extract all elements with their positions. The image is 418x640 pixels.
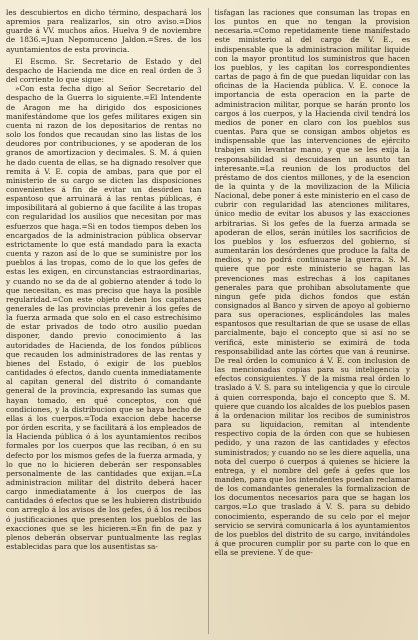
paragraph: tisfagan las raciones que consuman las tropas en los puntos en que no tengan la provision necesaria.=Como repetidamente tiene manifestado este ministerio al del cargo de V. E., es indispensable que la administracion militar liquide con la mayor prontitud los suministros que hacen los pueblos, y les capitan los correspondientes cartas de pago á fin de que puedan liquidar con las oficinas de la Hacienda pública. V. E. conoce la importancia de esta operacion en la parte de administracion militar, porque se harán pronto los cargos á los cuerpos, y la Hacienda civil tendrá los medios de poner en claro con los pueblos sus cuentas. Para que se consigan ambos objetos es indispensable que las intervenciones de ejército trabajen sin levantar mano, y que se les exija la responsabilidad si descuidasen un asunto tan interesante.=La reunion de los productos del préstamo de dos cientos millones, y de la esencion de la quinta y de la movilizacion de la Milicia Nacional, debe poner á este ministerio en el caso de cubrir con regularidad las atenciones militares, único medio de evitar los abusos y las exacciones arbitrarias. Si los gefes de la fuerza armada se apoderan de ellos, serán inútiles los sacrificios de los pueblos y los esfuerzos del gobierno, sí aumentarán los desórdenes que produce la falta de medios, y no podrá continuarse la guerra. S. M. quiere que por este ministerio se hagan las prevenciones mas estrechas á los capitanes generales para que prohiban absolutamente que ningun gefe pida dichos fondos que están consignados al Banco y sirven de apoyo al gobierno para sus operaciones, esplicándoles las males espantosos que resultarian de que se usase de ellas parcialmente, bajo el concepto que si así no se verificá, este ministerio se eximirá de toda responsabilidad ante las córtes que van á reunirse. De real órden lo comunico á V. E. con inclusion de las mencionadas copias para su inteligencia y efectos consiguientes. Y de la misma real órden lo traslado á V. S. para su inteligencia y que lo circule á quien corresponda, bajo el concepto que S. M. quiere que cuando los alcaldes de los pueblos pasen á la ordenacion militar los recibos de suministros para su liquidacion, remitan al intendente respectivo copia de la órden con que se hubiesen pedido, y una razon de las cantidades y efectos suministrados; y cuando no se les diere aquella, una nota del cuerpo ó cuerpos á quienes se hiciere la entrega, y el nombre del gefe á gefes que los manden, para que los intendentes puedan reclamar de los comandantes generales la formalizacion de los documentos necesarios para que se hagan los cargos.=Lo que traslado á V. S. para su debido conocimiento, esperando de su celo por el mejor servicio se servirá comunicarla á los ayuntamientos de los pueblos del distrito de su cargo, invitándoles á que procuren cumplir por su parte con lo que en ella se previene. Y de que- bbox=[214, 8, 410, 558]
text-columns bbox=[6, 8, 410, 634]
left-column bbox=[6, 8, 202, 634]
column-divider bbox=[208, 8, 209, 634]
paragraph: El Escmo. Sr. Secretario de Estado y del despacho de Hacienda me dice en real órden de 3 del corriente lo que sigue: bbox=[6, 56, 202, 85]
right-column bbox=[215, 8, 411, 634]
paragraph: les descubiertos en dicho término, despachará los apremios para realizarlos, sin otro aviso.=Dios guarde á VV. muchos años. Huelva 9 de noviembre de 1836.=Juan Nepomuceno Jaldon.=Sres. de los ayuntamientos de esta provincia. bbox=[6, 8, 202, 54]
paragraph: »Con esta fecha digo al Señor Secretario del despacho de la Guerra lo siguiente.=El Intendente de Aragon me ha dirigido dos esposiciones manifestándome que los gefes militares exigen sin cuenta ni razon de los depositarios de rentas no solo los fondos que recaudan sino las listas de los deudores por contribuciones, y se apoderan de los granos de amortizacion y decimales. S. M. á quien he dado cuenta de ellas, se ha dignado resolver que remita á V. E. copia de ambas, para que por el ministerio de su cargo se dicten las disposiciones convenientes á fin de evitar un desórden tan espantoso que arruinará á las rentas públicas, é imposibilitará al gobierno á que facilite á las tropas con regularidad los ausilios que necesitan por mas esfuerzos que haga.=Si en todos tiempos deben los encargados de la administracion pública observar estrictamente lo que está mandado para la exacta cuenta y razon así de lo que se suministre por los pueblos á las tropas, como de lo que los gefes de estas les exigen, en circunstancias estraordinarias, y cuando no se da de al gobierno atender á todo lo que necesitan, es mas preciso que haya la posible regularidad.=Con este objeto deben los capitanes generales de las provincias prevenir á los gefes de la fuerza armada que solo en el caso estrechísimo de estar privados de todo otro ausilio puedan disponer, dando previo conocimiento á las autoridades de Hacienda, de los fondos públicos que recauden los administradores de las rentas y bienes del Estado, ó exigir de los pueblos cantidades ó efectos, dando cuenta inmediatamente al capitan general del distrito ó comandante general de la provincia, expresando las sumas que hayan tomado, en qué conceptos, con qué condiciones, y la distribucion que se haya hecho de ellas á los cuerpos.=Toda exaccion debe hacerse por órden escrita, y se facilitará á los empleados de la Hacienda pública ó á los ayuntamientos recibos formales por los cuerpos que las reciban, ó en su defecto por los mismos gefes de la fuerza armada, y lo que no lo hicieren deberán ser responsables personalmente de las cantidades que exijan.=La administracion militar del distrito deberá hacer cargo inmediatamente á los cuerpos de las cantidades ó efectos que se les hubieren distribuido con arreglo á los avisos de los gefes, ó á los recibos ó justificaciones que presenten los pueblos de las exacciones que se les hicieren.=En fin de paz y plenos deberán observar puntualmente las reglas establecidas para que los ausentistas sa- bbox=[6, 84, 202, 552]
